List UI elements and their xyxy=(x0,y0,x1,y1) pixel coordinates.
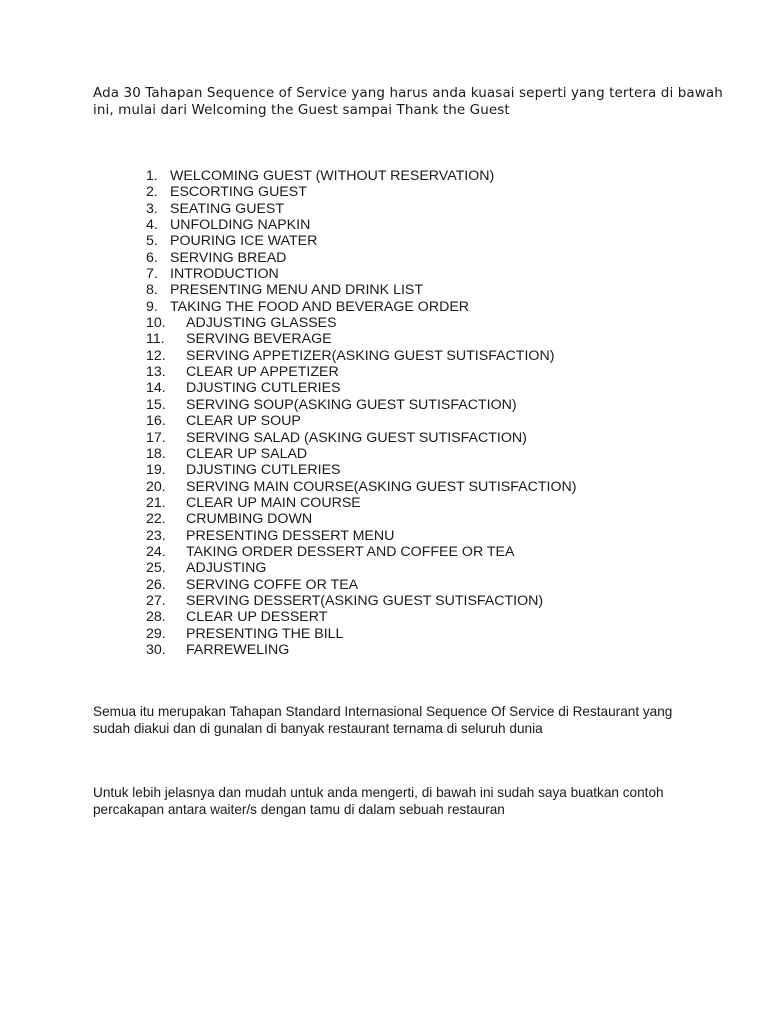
step-item xyxy=(146,282,424,299)
step-item xyxy=(146,641,290,658)
step-item xyxy=(146,331,332,348)
step-number: 24. xyxy=(146,543,166,560)
step-number: 2. xyxy=(146,184,158,201)
intro-paragraph: Ada 30 Tahapan Sequence of Service yang harus anda kuasai seperti yang tertera di bawah ini, mulai dari Welcoming the Guest sampai Thank the Guest xyxy=(93,85,723,118)
step-text: SERVING BREAD xyxy=(170,249,287,266)
step-item xyxy=(146,266,279,283)
step-item xyxy=(146,478,577,495)
step-text: SERVING COFFE OR TEA xyxy=(186,576,359,593)
step-number: 29. xyxy=(146,625,166,642)
step-number: 1. xyxy=(146,168,158,184)
step-text: INTRODUCTION xyxy=(170,266,279,283)
step-number: 4. xyxy=(146,217,158,234)
step-item xyxy=(146,200,285,217)
step-text: CLEAR UP SOUP xyxy=(186,413,301,430)
step-text: ADJUSTING GLASSES xyxy=(186,315,337,332)
service-steps-list xyxy=(146,168,577,658)
step-number: 15. xyxy=(146,396,166,413)
step-item xyxy=(146,576,359,593)
step-text: SERVING BEVERAGE xyxy=(186,331,332,348)
step-number: 5. xyxy=(146,233,158,250)
step-text: UNFOLDING NAPKIN xyxy=(170,217,311,234)
step-number: 18. xyxy=(146,445,166,462)
step-number: 21. xyxy=(146,494,166,511)
step-number: 19. xyxy=(146,462,166,479)
step-item xyxy=(146,184,307,201)
step-number: 12. xyxy=(146,347,166,364)
step-item xyxy=(146,364,339,381)
step-number: 16. xyxy=(146,413,166,430)
step-item xyxy=(146,168,495,184)
step-text: ADJUSTING xyxy=(186,560,267,577)
step-number: 23. xyxy=(146,527,166,544)
step-text: POURING ICE WATER xyxy=(170,233,318,250)
step-text: SERVING SALAD (ASKING GUEST SUTISFACTION) xyxy=(186,429,527,446)
summary-paragraph: Semua itu merupakan Tahapan Standard Internasional Sequence Of Service di Restaurant yang sudah diakui dan di gunalan di banyak restaurant ternama di seluruh dunia xyxy=(93,704,673,736)
step-item xyxy=(146,511,313,528)
step-item xyxy=(146,347,555,364)
step-item xyxy=(146,462,341,479)
step-number: 17. xyxy=(146,429,166,446)
step-text: ESCORTING GUEST xyxy=(170,184,307,201)
step-text: PRESENTING DESSERT MENU xyxy=(186,527,395,544)
step-number: 20. xyxy=(146,478,166,495)
step-number: 26. xyxy=(146,576,166,593)
step-item xyxy=(146,527,395,544)
step-number: 22. xyxy=(146,511,166,528)
step-item xyxy=(146,592,544,609)
step-text: CLEAR UP APPETIZER xyxy=(186,364,339,381)
step-number: 11. xyxy=(146,331,165,348)
closing-paragraph: Untuk lebih jelasnya dan mudah untuk anda mengerti, di bawah ini sudah saya buatkan contoh percakapan antara waiter/s dengan tamu di dalam sebuah restauran xyxy=(93,785,664,817)
step-number: 28. xyxy=(146,609,166,626)
step-number: 6. xyxy=(146,249,158,266)
step-text: TAKING THE FOOD AND BEVERAGE ORDER xyxy=(170,298,470,315)
step-text: WELCOMING GUEST (WITHOUT RESERVATION) xyxy=(170,168,495,184)
step-text: DJUSTING CUTLERIES xyxy=(186,462,341,479)
step-item xyxy=(146,396,517,413)
step-item xyxy=(146,413,301,430)
step-number: 10. xyxy=(146,315,166,332)
step-text: CLEAR UP DESSERT xyxy=(186,609,328,626)
step-number: 13. xyxy=(146,364,166,381)
step-text: SERVING APPETIZER(ASKING GUEST SUTISFACTION) xyxy=(186,347,555,364)
step-number: 9. xyxy=(146,298,158,315)
step-text: SEATING GUEST xyxy=(170,200,285,217)
step-text: CLEAR UP MAIN COURSE xyxy=(186,494,361,511)
step-text: PRESENTING MENU AND DRINK LIST xyxy=(170,282,424,299)
step-text: SERVING DESSERT(ASKING GUEST SUTISFACTION) xyxy=(186,592,544,609)
step-item xyxy=(146,217,311,234)
step-item xyxy=(146,233,318,250)
step-item xyxy=(146,380,341,397)
step-text: SERVING MAIN COURSE(ASKING GUEST SUTISFACTION) xyxy=(186,478,577,495)
step-number: 25. xyxy=(146,560,166,577)
step-text: CRUMBING DOWN xyxy=(186,511,313,528)
step-text: CLEAR UP SALAD xyxy=(186,445,308,462)
step-number: 3. xyxy=(146,200,158,217)
step-item xyxy=(146,494,361,511)
step-item xyxy=(146,298,470,315)
step-number: 8. xyxy=(146,282,158,299)
step-text: SERVING SOUP(ASKING GUEST SUTISFACTION) xyxy=(186,396,517,413)
step-text: DJUSTING CUTLERIES xyxy=(186,380,341,397)
step-text: FARREWELING xyxy=(186,641,290,658)
step-item xyxy=(146,445,308,462)
step-number: 27. xyxy=(146,592,166,609)
step-item xyxy=(146,429,527,446)
step-item xyxy=(146,609,328,626)
step-item xyxy=(146,625,344,642)
step-number: 30. xyxy=(146,641,166,658)
step-item xyxy=(146,543,515,560)
step-text: PRESENTING THE BILL xyxy=(186,625,344,642)
step-number: 14. xyxy=(146,380,166,397)
step-item xyxy=(146,560,267,577)
step-number: 7. xyxy=(146,266,158,283)
step-item xyxy=(146,315,337,332)
step-item xyxy=(146,249,287,266)
step-text: TAKING ORDER DESSERT AND COFFEE OR TEA xyxy=(186,543,515,560)
